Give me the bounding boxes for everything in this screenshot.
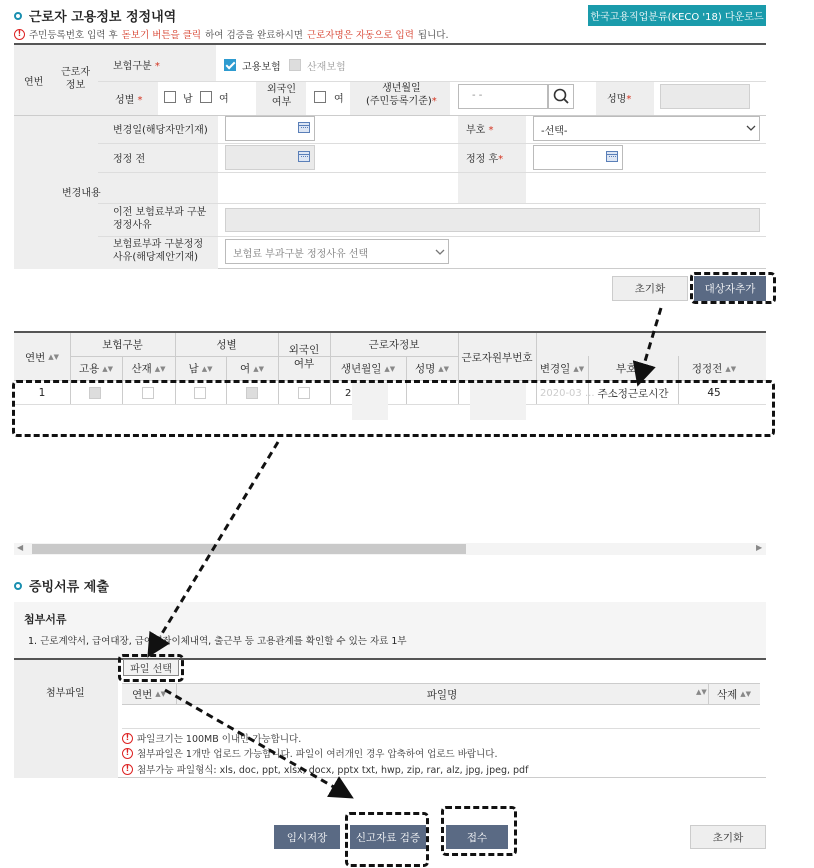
sort-icon: ▲▼: [201, 364, 213, 373]
col-label: 성별: [216, 339, 237, 351]
code-select-value: -선택-: [541, 126, 568, 137]
insurance-type-label: 보험구분 *: [113, 61, 160, 72]
add-target-button[interactable]: 대상자추가: [694, 276, 766, 301]
foreigner-option-label: 여: [334, 94, 344, 105]
warning-icon: !: [122, 764, 133, 775]
col-label: 부호: [615, 363, 637, 375]
after-label: 정정 후*: [466, 154, 504, 165]
col-label: 성명: [414, 363, 436, 375]
col-label: 근로자원부번호: [461, 351, 533, 364]
sort-icon: ▲▼: [253, 364, 264, 373]
submit-button[interactable]: 접수: [446, 825, 508, 849]
name-text: 성명: [607, 94, 627, 105]
notice-highlight: 근로자명은 자동으로 입력: [306, 30, 414, 41]
scroll-left-icon[interactable]: ◀: [17, 543, 24, 552]
info-text: 파일크기는 100MB 이내만 가능합니다.: [137, 734, 302, 745]
col-label: 파일명: [426, 688, 458, 701]
keco-download-button[interactable]: 한국고용직업분류(KECO '18) 다운로드: [588, 5, 766, 26]
file-label: 첨부파일: [46, 688, 85, 699]
info-text: 첨부파일은 1개만 업로드 가능합니다. 파일이 여러개인 경우 압축하여 업로드 바랍니다.: [137, 749, 498, 760]
female-label: 여: [219, 94, 229, 105]
notice-part: 하여 검증을 완료하시면: [205, 30, 303, 41]
sort-icon: ▲▼: [696, 688, 707, 696]
sort-icon: ▲▼: [102, 364, 114, 373]
reset-button[interactable]: 초기화: [612, 276, 688, 301]
col-label: 연번: [24, 351, 46, 364]
col-label: 고용: [78, 363, 100, 375]
col-label: 산재: [131, 363, 152, 375]
sort-icon: ▲▼: [155, 690, 167, 698]
col-label: 근로자정보: [368, 339, 420, 351]
sort-icon: ▲▼: [384, 364, 396, 373]
prev-reason-label: 이전 보험료부과 구분 정정사유: [113, 207, 207, 231]
arrow-file-to-verify: [165, 690, 346, 794]
before-label: 정정 전: [113, 154, 146, 165]
col-label: 여: [240, 363, 251, 375]
row-birth: 2: [345, 388, 352, 399]
sort-icon: ▲▼: [48, 353, 60, 361]
birth-value: - -: [472, 90, 483, 101]
col-label: 변경일: [539, 363, 571, 375]
warning-icon: !: [14, 29, 25, 40]
sort-icon: ▲▼: [154, 364, 166, 373]
row-code: 주소정근로시간: [597, 387, 669, 400]
attach-title: 첨부서류: [24, 613, 67, 626]
sort-icon: ▲▼: [725, 364, 737, 373]
code-text: 부호: [466, 125, 486, 136]
employment-insurance-label: 고용보험: [242, 62, 281, 73]
col-label: 남: [188, 363, 199, 375]
notice-highlight: 돋보기 버튼을 클릭: [121, 30, 202, 41]
foreigner-label: 외국인 여부: [267, 84, 296, 108]
male-label: 남: [183, 94, 193, 105]
bottom-reset-button[interactable]: 초기화: [690, 825, 766, 849]
sort-icon: ▲▼: [639, 364, 651, 373]
col-label: 삭제: [716, 688, 738, 701]
notice-part: 됩니다.: [417, 30, 449, 41]
col-label: 정정전: [691, 363, 723, 375]
warning-icon: !: [122, 733, 133, 744]
section-title-text: 증빙서류 제출: [29, 580, 109, 595]
col-label: 보험구분: [102, 339, 143, 351]
sort-icon: ▲▼: [740, 690, 752, 698]
yeonbeon-label: 연번: [24, 77, 44, 88]
sort-icon: ▲▼: [573, 364, 585, 373]
gender-label: 성별 *: [115, 95, 143, 106]
birth-label: 생년월일 (주민등록기준)*: [366, 83, 437, 107]
gender-text: 성별: [115, 95, 135, 106]
notice-part: 주민등록번호 입력 후: [29, 30, 118, 41]
row-change-date: 2020-03 ...: [540, 388, 595, 399]
name-label: 성명*: [607, 94, 632, 105]
col-label: 생년월일: [340, 363, 382, 375]
sort-icon: ▲▼: [438, 364, 450, 373]
file-select-button[interactable]: 파일 선택: [123, 659, 179, 676]
arrow-add-to-grid: [640, 308, 661, 378]
change-content-label: 변경내용: [62, 188, 101, 199]
worker-info-label: 근로자 정보: [61, 67, 90, 91]
insurance-type-text: 보험구분: [113, 61, 152, 72]
row-no: 1: [38, 387, 46, 399]
verify-button[interactable]: 신고자료 검증: [350, 825, 426, 849]
col-foreigner[interactable]: 외국인 여부: [288, 344, 320, 370]
after-text: 정정 후: [466, 154, 499, 165]
warning-icon: !: [122, 748, 133, 759]
info-text: 첨부가능 파일형식: xls, doc, ppt, xlsx, docx, pptx txt, hwp, zip, rar, alz, jpg, jpeg, pdf: [137, 765, 529, 776]
reason-select-value: 보험료 부과구분 정정사유 선택: [233, 249, 369, 260]
industrial-insurance-label: 산재보험: [307, 62, 346, 73]
reason-label: 보험료부과 구분정정 사유(해당제안기재): [113, 239, 204, 263]
scroll-right-icon[interactable]: ▶: [756, 543, 763, 552]
row-before: 45: [707, 387, 721, 399]
birth-text: 생년월일 (주민등록기준): [366, 83, 432, 107]
code-label: 부호 *: [466, 125, 494, 136]
change-date-label: 변경일(해당자만기재): [113, 125, 208, 136]
temp-save-button[interactable]: 임시저장: [274, 825, 340, 849]
attach-item: 1. 근로계약서, 급여대장, 급여계좌이체내역, 출근부 등 고용관계를 확인할 수 있는 자료 1부: [28, 636, 407, 647]
col-label: 연번: [131, 688, 153, 701]
arrow-grid-to-file: [152, 442, 278, 650]
section-title-text: 근로자 고용정보 정정내역: [29, 10, 177, 25]
